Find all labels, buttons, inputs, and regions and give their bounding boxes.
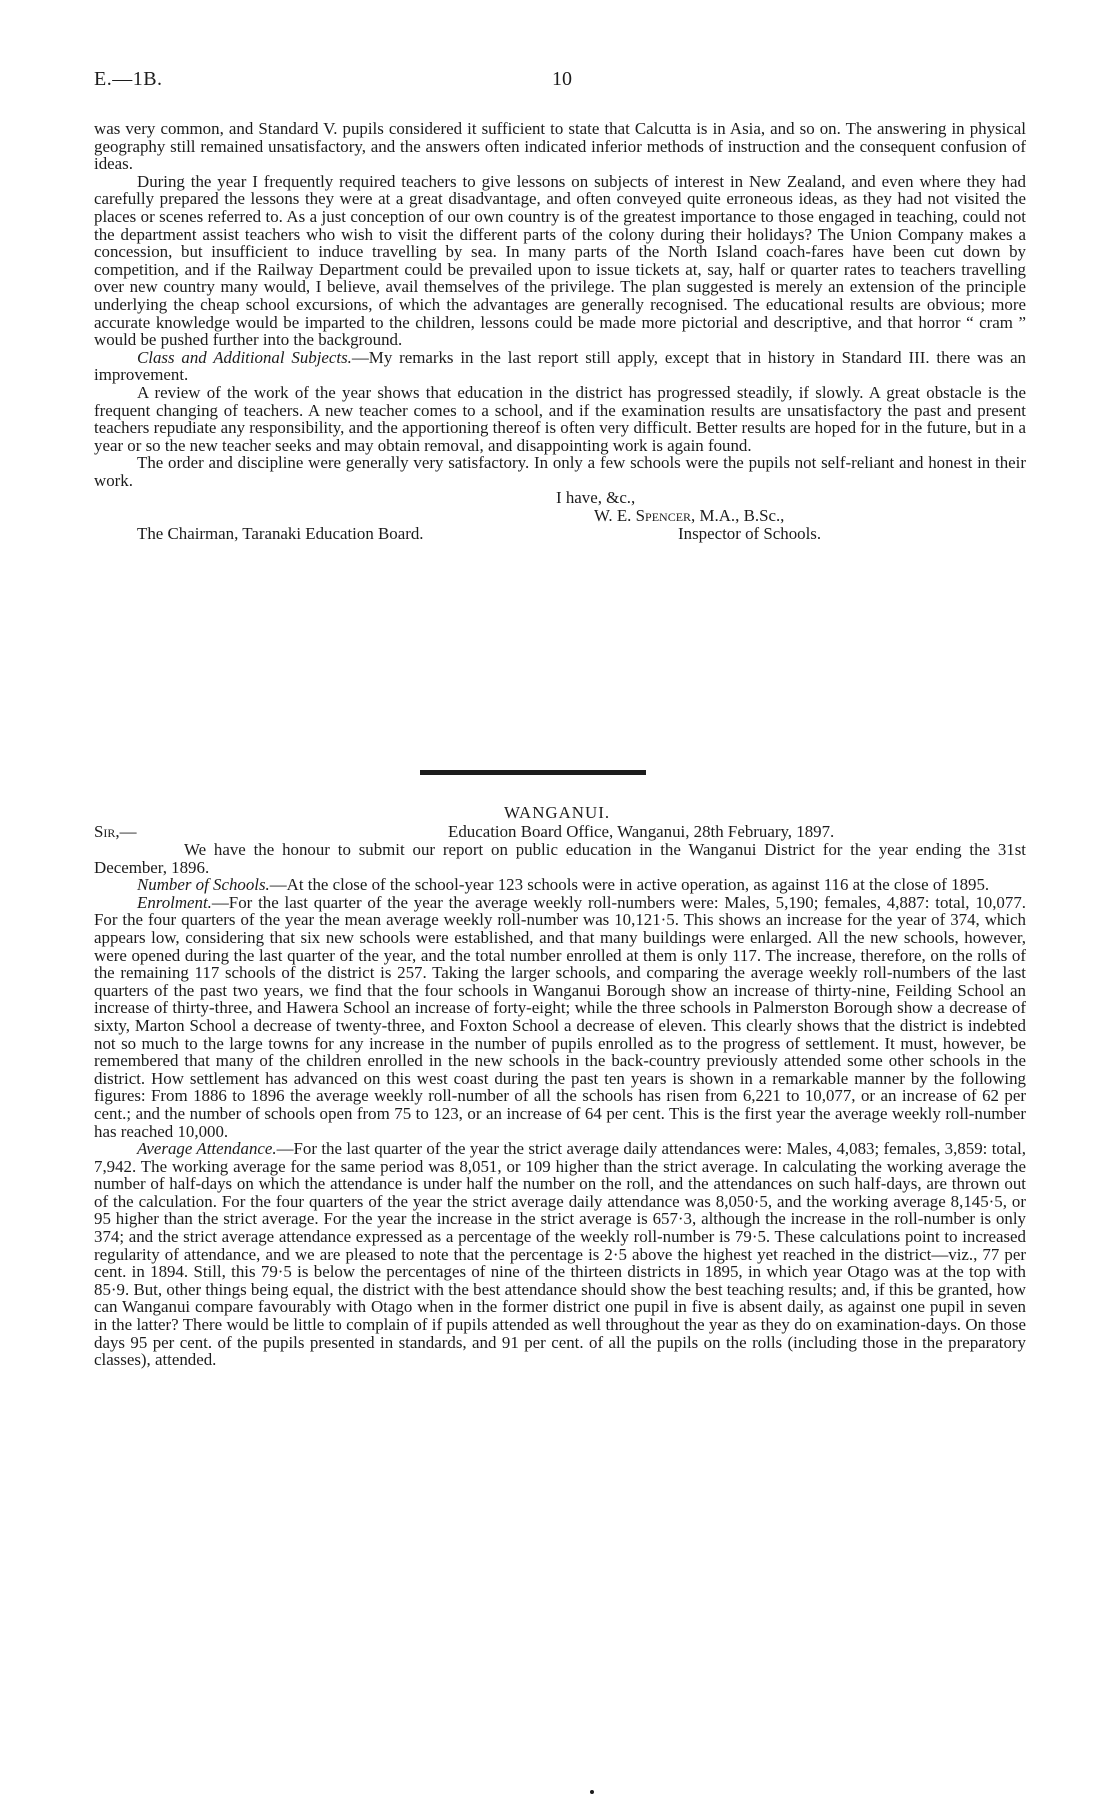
paragraph-average-attendance: Average Attendance.—For the last quarter of the year the strict average daily attendances were: Males, 4,083; females, 3,859: total, 7,942. The working average for the same period was 8,051, or 109 higher than the strict average. In calculating the working average the number of half-days on which the attendance is under half the number on the roll, and the attendances on such half-days, are thrown out of the calculation. For the four quarters of the year the strict average daily attendance was 8,050·5, and the working average 8,145·5, or 95 higher than the strict average. For the year the increase in the strict average is 657·3, although the increase in the roll-number is only 374; and the strict average attendance expressed as a percentage of the weekly roll-number is 79·5. These calculations point to increased regularity of attendance, and we are pleased to note that the percentage is 2·5 above the highest yet reached in the district—viz., 77 per cent. in 1894. Still, this 79·5 is below the percentages of nine of the thirteen districts in 1895, in which year Otago was at the top with 85·9. But, other things being equal, the district with the best attendance should show the best teaching results; and, if this be granted, how can Wanganui compare favourably with Otago when in the former district one pupil in five is absent daily, as against one pupil in seven in the latter? There would be little to complain of if pupils attended as well throughout the year as they do on examination-days. On those days 95 per cent. of the pupils presented in standards, and 91 per cent. of all the pupils on the rolls (including those in the preparatory classes), attended. [94, 1139, 1026, 1370]
office-date: Education Board Office, Wanganui, 28th February, 1897. [448, 822, 835, 841]
paragraph-teacher-travel: During the year I frequently required teachers to give lessons on subjects of interest in New Zealand, and even where they had carefully prepared the lessons they were at a great disadvantage, and often conveyed quite erroneous ideas, as they had not visited the places or scenes referred to. As a just conception of our own country is of the greatest importance to those engaged in teaching, could not the department assist teachers who wish to visit the different parts of the colony during their holidays? The Union Company makes a concession, but insufficient to induce travelling by sea. In many parts of the North Island coach-fares have been cut down by competition, and if the Railway Department could be prevailed upon to issue tickets at, say, half or quarter rates to teachers travelling over new country many would, I believe, avail themselves of the privilege. The plan suggested is merely an extension of the principle underlying the cheap school excursions, of which the advantages are generally recognised. The educational results are obvious; more accurate knowledge would be imparted to the children, lessons could be made more pictorial and descriptive, and that horror “ cram ” would be pushed further into the background. [94, 171, 1026, 350]
paragraph-enrolment: Enrolment.—For the last quarter of the year the average weekly roll-numbers were: Males, 5,190; females, 4,887: total, 10,077. For the four quarters of the year the mean average weekly roll-number was 10,121·5. This shows an increase for the year of 374, which appears low, considering that six new schools were established, and that many buildings were enlarged. All the new schools, however, were opened during the last quarter of the year, and the total number enrolled at them is only 117. The increase, therefore, on the rolls of the remaining 117 schools of the district is 257. Taking the larger schools, and comparing the average weekly roll-numbers of the last quarters of the past two years, we find that the four schools in Wanganui Borough show an increase of thirty-nine, Feilding School an increase of thirty-three, and Hawera School an increase of forty-eight; while the three schools in Palmerston Borough show a decrease of sixty, Marton School a decrease of twenty-three, and Foxton School a decrease of eleven. This clearly shows that the district is indebted not so much to the large towns for any increase in the number of pupils enrolled as to the progress of settlement. It must, however, be remembered that many of the children enrolled in the new schools in the back-country previously attended some other schools in the district. How settlement has advanced on this west coast during the past ten years is shown in a remarkable manner by the following figures: From 1886 to 1896 the average weekly roll-number of all the schools has risen from 6,221 to 10,077, or an increase of 62 per cent.; and the number of schools open from 75 to 123, or an increase of 64 per cent. This is the first year the average weekly roll-number has reached 10,000. [94, 892, 1026, 1141]
paragraph-discipline: The order and discipline were generally very satisfactory. In only a few schools were the pupils not self-reliant and honest in their work. [94, 453, 1026, 490]
closing: I have, &c., [556, 488, 636, 508]
section-heading: Enrolment. [137, 892, 212, 912]
paragraph-class-subjects: Class and Additional Subjects.—My remarks in the last report still apply, except that in history in Standard III. there was an improvement. [94, 347, 1027, 385]
paragraph-geography: was very common, and Standard V. pupils considered it sufficient to state that Calcutta is in Asia, and so on. The answering in physical geography still remained unsatisfactory, and the answers often indicated inferior methods of instruction and the consequent confusion of ideas. [94, 119, 1026, 174]
paragraph-number-of-schools: Number of Schools.—At the close of the school-year 123 schools were in active operation, as against 116 at the close of 1895. [137, 875, 990, 895]
addressee: The Chairman, Taranaki Education Board. [137, 523, 424, 543]
section-heading: Class and Additional Subjects. [137, 347, 352, 367]
signature-block [94, 489, 1026, 542]
section-divider [420, 770, 646, 775]
page-header [94, 68, 1022, 98]
wanganui-report [94, 823, 1026, 1369]
section-heading: Average Attendance. [137, 1139, 277, 1159]
section-heading: Number of Schools. [137, 875, 270, 895]
salutation: Sir,— [94, 822, 137, 841]
page-number: 10 [552, 68, 572, 90]
document-reference: E.—1B. [94, 68, 163, 90]
signatory-title: Inspector of Schools. [678, 523, 822, 543]
signatory-name: W. E. Spencer, M.A., B.Sc., [594, 506, 785, 526]
paragraph-intro: We have the honour to submit our report on public education in the Wanganui District for the year ending the 31st December, 1896. [94, 840, 1026, 877]
wanganui-title: WANGANUI. [503, 803, 611, 822]
paragraph-review: A review of the work of the year shows that education in the district has progressed steadily, if slowly. A great obstacle is the frequent changing of teachers. A new teacher comes to a school, and if the examination results are unsatisfactory the past and present teachers repudiate any responsibility, and the apportioning thereof is often very difficult. Better results are hoped for in the future, but in a year or so the new teacher seeks and may obtain removal, and disappointing work is again found. [94, 382, 1026, 455]
taranaki-report-end [94, 120, 1026, 542]
print-mark [590, 1790, 594, 1794]
